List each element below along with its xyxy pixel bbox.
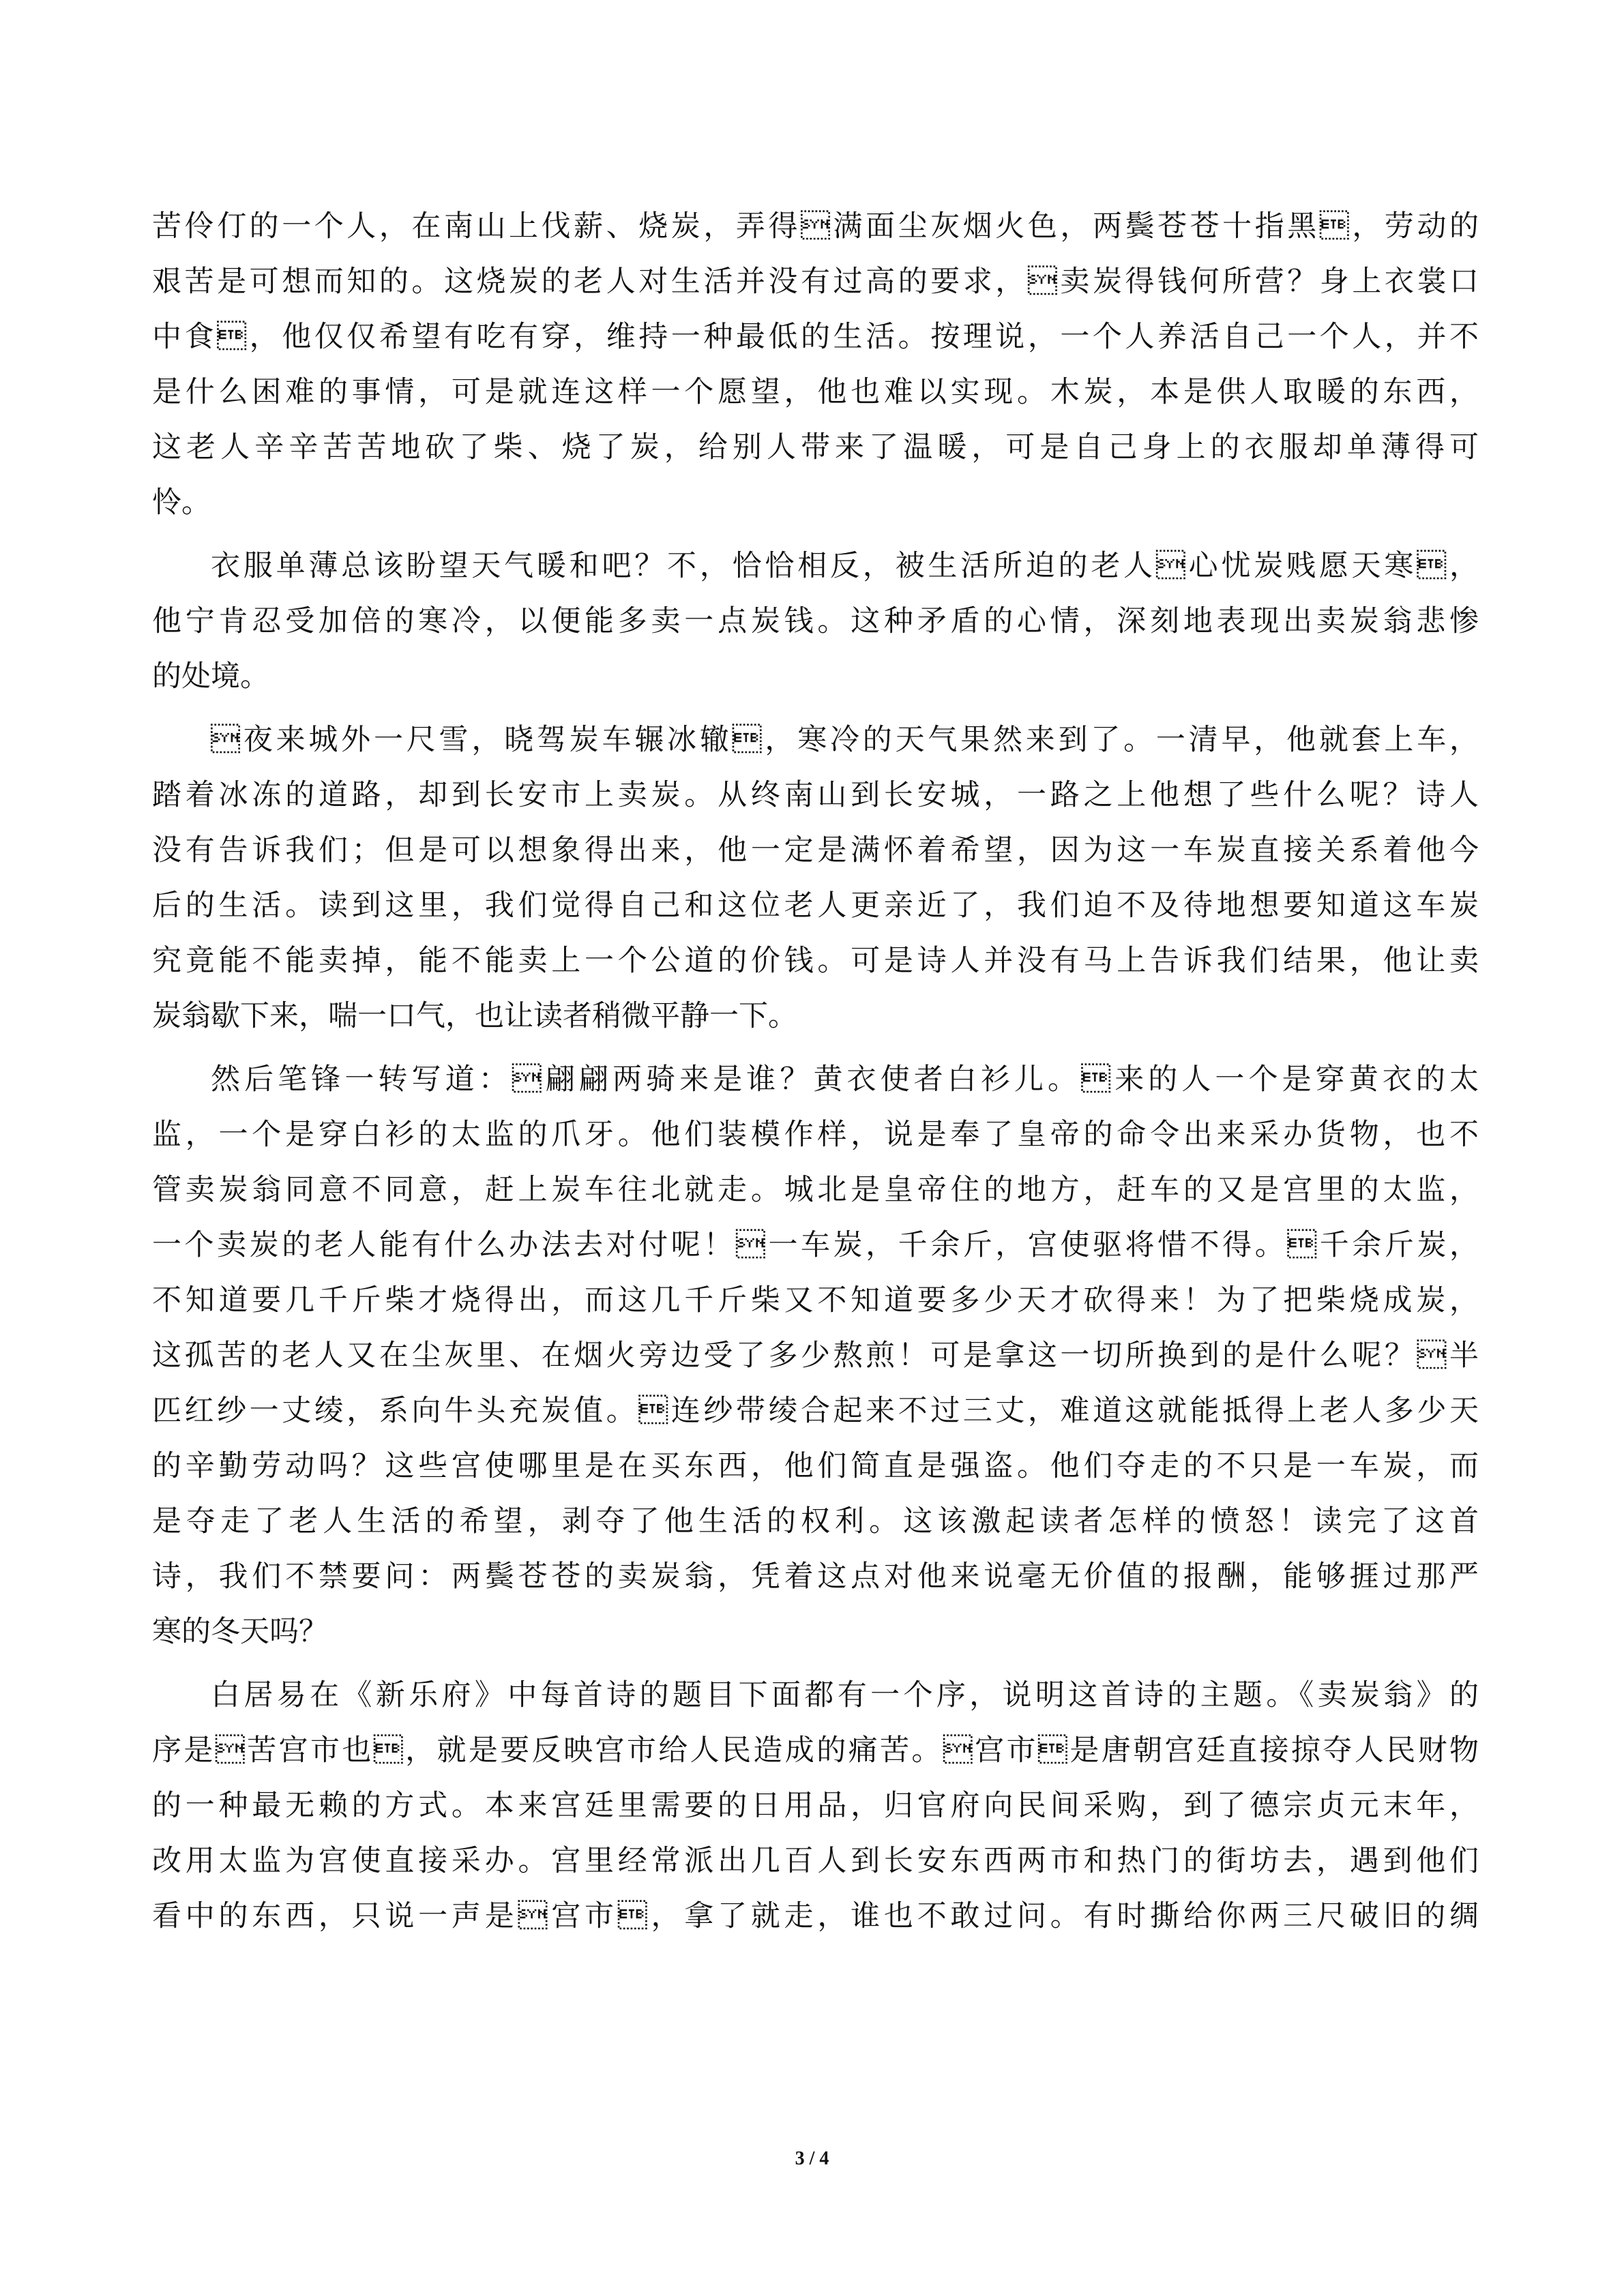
text-line: 他宁肯忍受加倍的寒冷，以便能多卖一点炭钱。这种矛盾的心情，深刻地表现出卖炭翁悲惨 [152, 604, 1479, 638]
text-line: 管卖炭翁同意不同意，赶上炭车往北就走。城北是皇帝住的地方，赶车的又是宫里的太监， [152, 1173, 1479, 1207]
text-line: 序是苦宫市也，就是要反映宫市给人民造成的痛苦。宫市是唐朝宫廷直接掠夺人民财物 [152, 1733, 1479, 1768]
text-line: 诗，我们不禁要问：两鬓苍苍的卖炭翁，凭着这点对他来说毫无价值的报酬，能够捱过那严 [152, 1560, 1479, 1594]
text-line: 改用太监为宫使直接采办。宫里经常派出几百人到长安东西两市和热门的街坊去，遇到他们 [152, 1844, 1479, 1878]
text-line: 然后笔锋一转写道：翩翩两骑来是谁？黄衣使者白衫儿。来的人一个是穿黄衣的太 [211, 1062, 1479, 1097]
text-line: 衣服单薄总该盼望天气暖和吧？不，恰恰相反，被生活所迫的老人心忧炭贱愿天寒， [211, 549, 1479, 583]
paragraph-1 [152, 199, 1479, 531]
text-line: 是什么困难的事情，可是就连这样一个愿望，他也难以实现。木炭，本是供人取暖的东西， [152, 375, 1479, 409]
text-line: 苦伶仃的一个人，在南山上伐薪、烧炭，弄得满面尘灰烟火色，两鬓苍苍十指黑，劳动的 [152, 209, 1479, 243]
text-line: 踏着冰冻的道路，却到长安市上卖炭。从终南山到长安城，一路之上他想了些什么呢？诗人 [152, 778, 1479, 812]
text-line: 白居易在《新乐府》中每首诗的题目下面都有一个序，说明这首诗的主题。《卖炭翁》的 [211, 1678, 1479, 1712]
text-line: 究竟能不能卖掉，能不能卖上一个公道的价钱。可是诗人并没有马上告诉我们结果，他让卖 [152, 944, 1479, 978]
text-line: 艰苦是可想而知的。这烧炭的老人对生活并没有过高的要求，卖炭得钱何所营？身上衣裳口 [152, 265, 1479, 299]
text-line: 的辛勤劳动吗？这些宫使哪里是在买东西，他们简直是强盗。他们夺走的不只是一车炭，而 [152, 1449, 1479, 1483]
text-line: 看中的东西，只说一声是宫市，拿了就走，谁也不敢过问。有时撕给你两三尺破旧的绸 [152, 1899, 1479, 1933]
body-text [152, 199, 1479, 1952]
page-number: 3 / 4 [795, 2148, 829, 2169]
text-line: 的一种最无赖的方式。本来宫廷里需要的日用品，归官府向民间采购，到了德宗贞元末年， [152, 1789, 1479, 1823]
paragraph-5 [152, 1668, 1479, 1944]
text-line: 匹红纱一丈绫，系向牛头充炭值。连纱带绫合起来不过三丈，难道这就能抵得上老人多少天 [152, 1394, 1479, 1428]
text-line: 中食，他仅仅希望有吃有穿，维持一种最低的生活。按理说，一个人养活自己一个人，并不 [152, 320, 1479, 354]
text-line: 这孤苦的老人又在尘灰里、在烟火旁边受了多少熬煎！可是拿这一切所换到的是什么呢？半 [152, 1339, 1479, 1373]
text-line: 是夺走了老人生活的希望，剥夺了他生活的权利。这该激起读者怎样的愤怒！读完了这首 [152, 1504, 1479, 1538]
text-line: 夜来城外一尺雪，晓驾炭车辗冰辙，寒冷的天气果然来到了。一清早，他就套上车， [211, 723, 1479, 757]
text-line: 寒的冬天吗？ [152, 1615, 328, 1649]
paragraph-3 [152, 713, 1479, 1044]
text-line: 怜。 [152, 486, 211, 520]
text-line: 炭翁歇下来，喘一口气，也让读者稍微平静一下。 [152, 999, 797, 1033]
text-line: 没有告诉我们；但是可以想象得出来，他一定是满怀着希望，因为这一车炭直接关系着他今 [152, 833, 1479, 867]
paragraph-4 [152, 1052, 1479, 1660]
text-line: 的处境。 [152, 659, 269, 694]
text-line: 这老人辛辛苦苦地砍了柴、烧了炭，给别人带来了温暖，可是自己身上的衣服却单薄得可 [152, 430, 1479, 464]
text-line: 监，一个是穿白衫的太监的爪牙。他们装模作样，说是奉了皇帝的命令出来采办货物，也不 [152, 1118, 1479, 1152]
text-line: 后的生活。读到这里，我们觉得自己和这位老人更亲近了，我们迫不及待地想要知道这车炭 [152, 889, 1479, 923]
paragraph-2 [152, 539, 1479, 704]
text-line: 一个卖炭的老人能有什么办法去对付呢！一车炭，千余斤，宫使驱将惜不得。千余斤炭， [152, 1228, 1479, 1262]
text-line: 不知道要几千斤柴才烧得出，而这几千斤柴又不知道要多少天才砍得来！为了把柴烧成炭， [152, 1283, 1479, 1317]
